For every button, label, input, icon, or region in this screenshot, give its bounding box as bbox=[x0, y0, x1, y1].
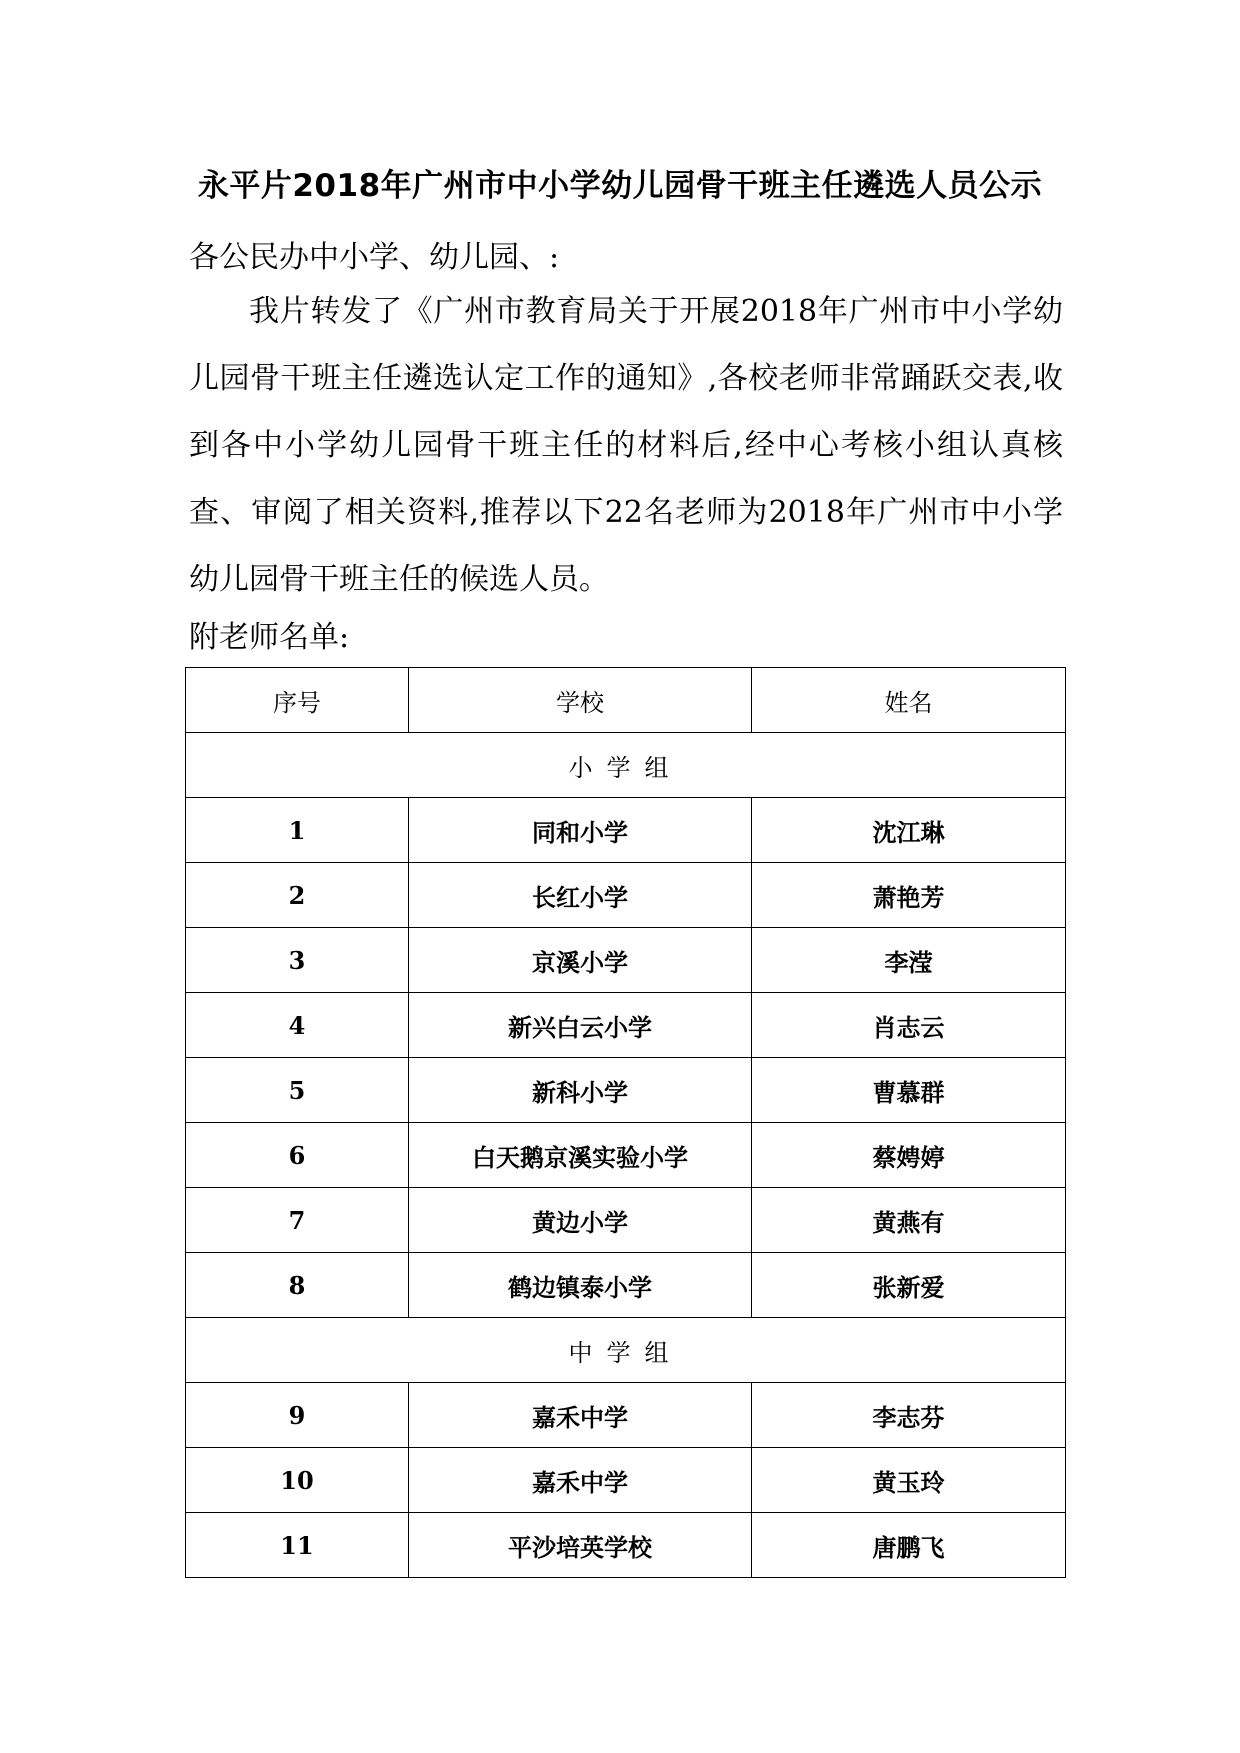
table-row bbox=[186, 1188, 1066, 1253]
row-name: 蔡娉婷 bbox=[752, 1123, 1066, 1188]
row-name: 张新爱 bbox=[752, 1253, 1066, 1318]
group-label-primary: 小学组 bbox=[186, 733, 1066, 798]
row-name: 肖志云 bbox=[752, 993, 1066, 1058]
row-no: 8 bbox=[186, 1253, 409, 1318]
row-school: 同和小学 bbox=[409, 798, 752, 863]
row-no: 9 bbox=[186, 1383, 409, 1448]
row-no: 5 bbox=[186, 1058, 409, 1123]
row-school: 长红小学 bbox=[409, 863, 752, 928]
row-school: 平沙培英学校 bbox=[409, 1513, 752, 1578]
row-school: 京溪小学 bbox=[409, 928, 752, 993]
row-name: 沈江琳 bbox=[752, 798, 1066, 863]
row-school: 嘉禾中学 bbox=[409, 1383, 752, 1448]
teacher-roster-table bbox=[185, 667, 1066, 1578]
row-school: 黄边小学 bbox=[409, 1188, 752, 1253]
table-row bbox=[186, 993, 1066, 1058]
table-header-row bbox=[186, 668, 1066, 733]
table-row bbox=[186, 863, 1066, 928]
row-name: 李滢 bbox=[752, 928, 1066, 993]
salutation: 各公民办中小学、幼儿园、: bbox=[189, 240, 560, 275]
row-name: 黄玉玲 bbox=[752, 1448, 1066, 1513]
row-no: 4 bbox=[186, 993, 409, 1058]
group-row-primary bbox=[186, 733, 1066, 798]
group-label-middle: 中学组 bbox=[186, 1318, 1066, 1383]
row-name: 黄燕有 bbox=[752, 1188, 1066, 1253]
header-no: 序号 bbox=[186, 668, 409, 733]
group-row-middle bbox=[186, 1318, 1066, 1383]
row-name: 萧艳芳 bbox=[752, 863, 1066, 928]
row-name: 曹慕群 bbox=[752, 1058, 1066, 1123]
row-name: 李志芬 bbox=[752, 1383, 1066, 1448]
header-school: 学校 bbox=[409, 668, 752, 733]
table-row bbox=[186, 798, 1066, 863]
row-no: 3 bbox=[186, 928, 409, 993]
row-school: 嘉禾中学 bbox=[409, 1448, 752, 1513]
document-title: 永平片2018年广州市中小学幼儿园骨干班主任遴选人员公示 bbox=[197, 168, 1043, 204]
table-row bbox=[186, 928, 1066, 993]
row-no: 7 bbox=[186, 1188, 409, 1253]
table-row bbox=[186, 1123, 1066, 1188]
row-no: 11 bbox=[186, 1513, 409, 1578]
row-name: 唐鹏飞 bbox=[752, 1513, 1066, 1578]
row-school: 白天鹅京溪实验小学 bbox=[409, 1123, 752, 1188]
row-school: 新兴白云小学 bbox=[409, 993, 752, 1058]
row-no: 6 bbox=[186, 1123, 409, 1188]
table-row bbox=[186, 1253, 1066, 1318]
attachment-label: 附老师名单: bbox=[189, 620, 350, 655]
table-row bbox=[186, 1058, 1066, 1123]
table-row bbox=[186, 1383, 1066, 1448]
row-school: 新科小学 bbox=[409, 1058, 752, 1123]
row-no: 2 bbox=[186, 863, 409, 928]
table-row bbox=[186, 1448, 1066, 1513]
body-paragraph: 我片转发了《广州市教育局关于开展2018年广州市中小学幼儿园骨干班主任遴选认定工作的通知》,各校老师非常踊跃交表,收到各中小学幼儿园骨干班主任的材料后,经中心考核小组认真核查、审阅了相关资料,推荐以下22名老师为2018年广州市中小学幼儿园骨干班主任的候选人员。 bbox=[189, 294, 1063, 597]
row-no: 10 bbox=[186, 1448, 409, 1513]
header-name: 姓名 bbox=[752, 668, 1066, 733]
row-school: 鹤边镇泰小学 bbox=[409, 1253, 752, 1318]
table-row bbox=[186, 1513, 1066, 1578]
row-no: 1 bbox=[186, 798, 409, 863]
